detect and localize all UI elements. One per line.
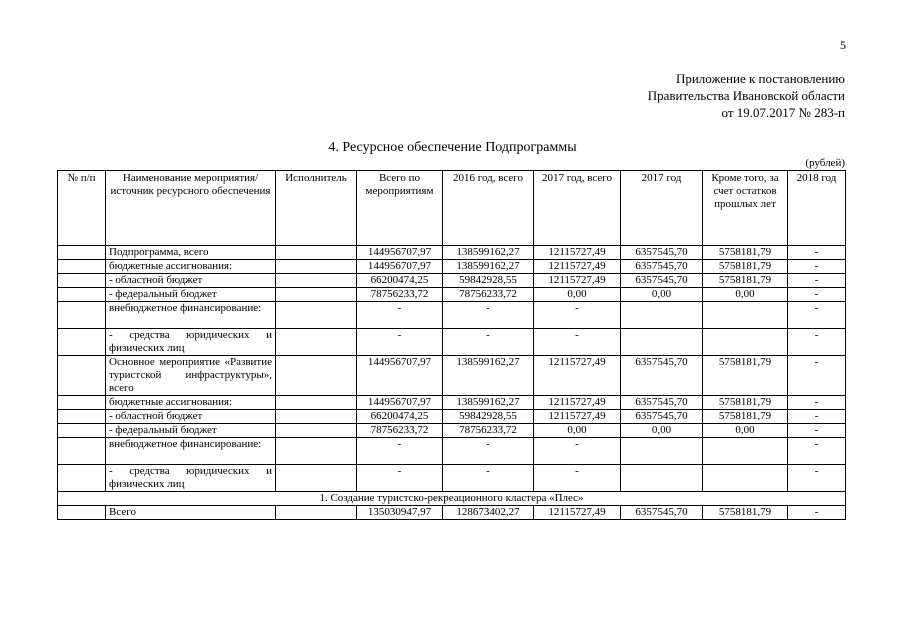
appendix-header — [648, 70, 845, 121]
row-total: 144956707,97 — [357, 246, 443, 260]
row-2018: - — [788, 424, 846, 438]
header-2017-total: 2017 год, всего — [534, 171, 621, 246]
row-2017 — [621, 329, 703, 356]
row-2017: 6357545,70 — [621, 410, 703, 424]
table-row — [58, 506, 846, 520]
row-extra: 5758181,79 — [703, 246, 788, 260]
row-extra — [703, 329, 788, 356]
row-name: - средства юридических и физических лиц — [106, 465, 276, 492]
row-extra: 0,00 — [703, 288, 788, 302]
row-2018: - — [788, 410, 846, 424]
appendix-header-line: Приложение к постановлению — [675, 71, 845, 86]
row-2017 — [621, 465, 703, 492]
row-2016: - — [443, 465, 534, 492]
row-2018: - — [788, 438, 846, 465]
row-2017-total: 12115727,49 — [534, 410, 621, 424]
row-2017-total: 12115727,49 — [534, 274, 621, 288]
row-2018: - — [788, 246, 846, 260]
row-extra — [703, 438, 788, 465]
header-2018: 2018 год — [788, 171, 846, 246]
row-2016: 59842928,55 — [443, 410, 534, 424]
table-row — [58, 465, 846, 492]
row-name: - областной бюджет — [106, 274, 276, 288]
table-row — [58, 329, 846, 356]
row-extra — [703, 465, 788, 492]
row-name: Основное мероприятие «Развитие туристской инфраструктуры», всего — [106, 356, 276, 396]
header-executor: Исполнитель — [276, 171, 357, 246]
section-row-title: 1. Создание туристско-рекреационного кластера «Плес» — [58, 492, 846, 506]
row-2017 — [621, 302, 703, 329]
row-2017: 6357545,70 — [621, 260, 703, 274]
row-name: внебюджетное финансирование: — [106, 438, 276, 465]
row-2016: 59842928,55 — [443, 274, 534, 288]
row-name: - федеральный бюджет — [106, 424, 276, 438]
row-2017: 0,00 — [621, 424, 703, 438]
row-2016: 78756233,72 — [443, 288, 534, 302]
row-extra: 5758181,79 — [703, 396, 788, 410]
row-2018: - — [788, 506, 846, 520]
row-total: 78756233,72 — [357, 288, 443, 302]
table-row — [58, 302, 846, 329]
header-total: Всего по мероприятиям — [357, 171, 443, 246]
table-row — [58, 288, 846, 302]
row-2017-total: 12115727,49 — [534, 260, 621, 274]
row-2018: - — [788, 465, 846, 492]
header-2017: 2017 год — [621, 171, 703, 246]
row-total: - — [357, 329, 443, 356]
row-total: 144956707,97 — [357, 356, 443, 396]
row-name: - областной бюджет — [106, 410, 276, 424]
row-name: - средства юридических и физических лиц — [106, 329, 276, 356]
row-2018: - — [788, 356, 846, 396]
row-2017-total: 0,00 — [534, 424, 621, 438]
appendix-header-line: от 19.07.2017 № 283-п — [721, 105, 845, 120]
appendix-header-line: Правительства Ивановской области — [647, 88, 845, 103]
row-name: бюджетные ассигнования: — [106, 396, 276, 410]
row-total: 144956707,97 — [357, 396, 443, 410]
table-row — [58, 260, 846, 274]
table-row — [58, 410, 846, 424]
row-2017-total: - — [534, 302, 621, 329]
row-2017: 6357545,70 — [621, 274, 703, 288]
row-2017: 6357545,70 — [621, 356, 703, 396]
row-2016: 138599162,27 — [443, 246, 534, 260]
row-extra — [703, 302, 788, 329]
row-2016: - — [443, 438, 534, 465]
row-2016: - — [443, 302, 534, 329]
table-row — [58, 356, 846, 396]
row-2017-total: - — [534, 329, 621, 356]
row-2017-total: 12115727,49 — [534, 506, 621, 520]
header-2016: 2016 год, всего — [443, 171, 534, 246]
header-extra: Кроме того, за счет остатков прошлых лет — [703, 171, 788, 246]
header-name: Наименование мероприятия/источник ресурсного обеспечения — [106, 171, 276, 246]
row-2018: - — [788, 396, 846, 410]
row-extra: 5758181,79 — [703, 506, 788, 520]
row-2017: 6357545,70 — [621, 506, 703, 520]
row-extra: 5758181,79 — [703, 410, 788, 424]
row-2016: 78756233,72 — [443, 424, 534, 438]
units-label: (рублей) — [805, 157, 845, 169]
row-total: 135030947,97 — [357, 506, 443, 520]
row-extra: 5758181,79 — [703, 260, 788, 274]
table-row — [58, 246, 846, 260]
row-2018: - — [788, 329, 846, 356]
row-name: бюджетные ассигнования: — [106, 260, 276, 274]
row-extra: 5758181,79 — [703, 274, 788, 288]
row-2016: 128673402,27 — [443, 506, 534, 520]
row-2017-total: 0,00 — [534, 288, 621, 302]
section-row — [58, 492, 846, 506]
row-total: - — [357, 438, 443, 465]
row-total: 144956707,97 — [357, 260, 443, 274]
header-num: № п/п — [58, 171, 106, 246]
row-2018: - — [788, 302, 846, 329]
row-2017: 0,00 — [621, 288, 703, 302]
row-2018: - — [788, 274, 846, 288]
section-title: 4. Ресурсное обеспечение Подпрограммы — [328, 140, 577, 155]
row-2017: 6357545,70 — [621, 246, 703, 260]
row-2017 — [621, 438, 703, 465]
row-name: Всего — [106, 506, 276, 520]
row-2017-total: 12115727,49 — [534, 246, 621, 260]
resource-table — [57, 170, 846, 520]
row-2018: - — [788, 260, 846, 274]
table-row — [58, 424, 846, 438]
row-name: - федеральный бюджет — [106, 288, 276, 302]
row-2017-total: 12115727,49 — [534, 356, 621, 396]
row-total: 78756233,72 — [357, 424, 443, 438]
table-header-row — [58, 171, 846, 246]
row-extra: 5758181,79 — [703, 356, 788, 396]
row-2016: 138599162,27 — [443, 396, 534, 410]
table-row — [58, 396, 846, 410]
row-2017-total: - — [534, 438, 621, 465]
row-total: 66200474,25 — [357, 274, 443, 288]
row-name: внебюджетное финансирование: — [106, 302, 276, 329]
row-2017: 6357545,70 — [621, 396, 703, 410]
page-number: 5 — [840, 38, 846, 52]
row-extra: 0,00 — [703, 424, 788, 438]
table-row — [58, 438, 846, 465]
table-row — [58, 274, 846, 288]
row-total: - — [357, 465, 443, 492]
row-total: - — [357, 302, 443, 329]
row-2016: - — [443, 329, 534, 356]
row-2018: - — [788, 288, 846, 302]
row-2016: 138599162,27 — [443, 260, 534, 274]
row-2016: 138599162,27 — [443, 356, 534, 396]
row-2017-total: 12115727,49 — [534, 396, 621, 410]
row-2017-total: - — [534, 465, 621, 492]
row-name: Подпрограмма, всего — [106, 246, 276, 260]
row-total: 66200474,25 — [357, 410, 443, 424]
